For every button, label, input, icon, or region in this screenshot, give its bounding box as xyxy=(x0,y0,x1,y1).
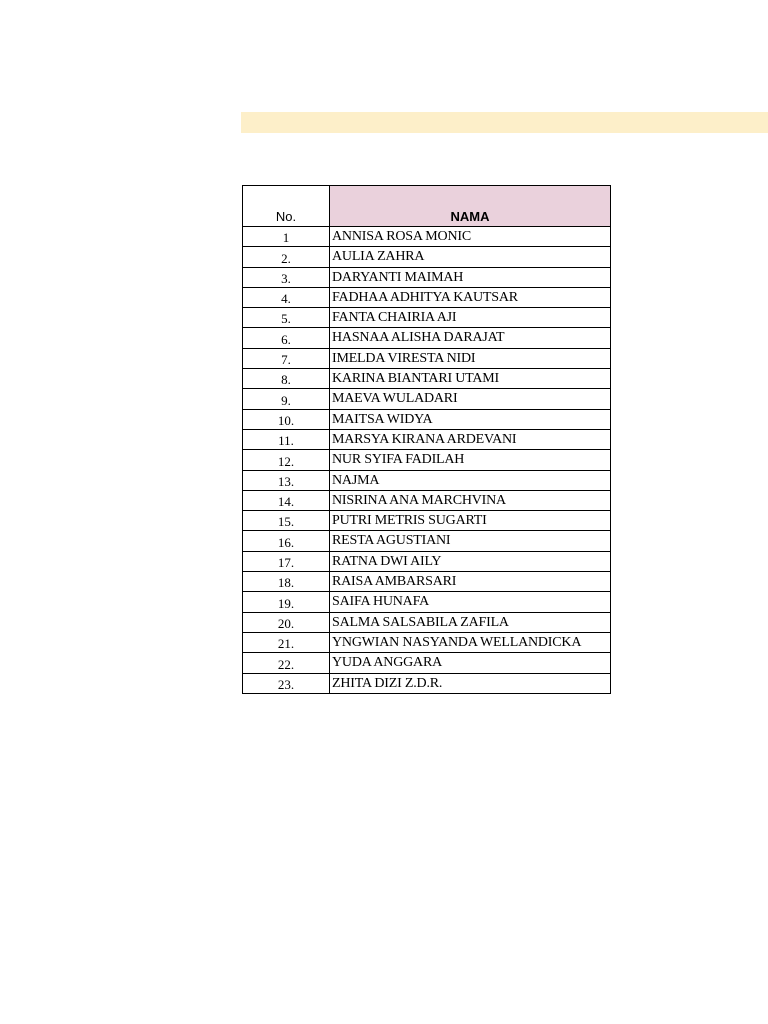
row-number: 1 xyxy=(243,227,330,247)
row-name: MAITSA WIDYA xyxy=(330,409,611,429)
table-row xyxy=(243,470,611,490)
row-number: 15. xyxy=(243,511,330,531)
row-number: 7. xyxy=(243,348,330,368)
row-name: MARSYA KIRANA ARDEVANI xyxy=(330,429,611,449)
row-name: RAISA AMBARSARI xyxy=(330,572,611,592)
table-row xyxy=(243,389,611,409)
row-name: IMELDA VIRESTA NIDI xyxy=(330,348,611,368)
row-number: 6. xyxy=(243,328,330,348)
row-number: 5. xyxy=(243,308,330,328)
table-row xyxy=(243,227,611,247)
table-row xyxy=(243,511,611,531)
row-number: 13. xyxy=(243,470,330,490)
row-number: 12. xyxy=(243,450,330,470)
table-row xyxy=(243,429,611,449)
row-name: DARYANTI MAIMAH xyxy=(330,267,611,287)
row-number: 4. xyxy=(243,287,330,307)
row-name: YNGWIAN NASYANDA WELLANDICKA xyxy=(330,632,611,652)
row-number: 17. xyxy=(243,551,330,571)
row-number: 20. xyxy=(243,612,330,632)
table-row xyxy=(243,673,611,693)
row-number: 9. xyxy=(243,389,330,409)
row-name: YUDA ANGGARA xyxy=(330,653,611,673)
table-row xyxy=(243,247,611,267)
table-row xyxy=(243,369,611,389)
row-number: 14. xyxy=(243,490,330,510)
table-body xyxy=(243,227,611,694)
row-number: 11. xyxy=(243,429,330,449)
table-row xyxy=(243,409,611,429)
row-name: NAJMA xyxy=(330,470,611,490)
row-name: PUTRI METRIS SUGARTI xyxy=(330,511,611,531)
table-row xyxy=(243,531,611,551)
row-name: SALMA SALSABILA ZAFILA xyxy=(330,612,611,632)
row-name: SAIFA HUNAFA xyxy=(330,592,611,612)
table-header-row xyxy=(243,186,611,227)
highlight-bar xyxy=(241,112,768,133)
table-row xyxy=(243,632,611,652)
row-number: 23. xyxy=(243,673,330,693)
table-row xyxy=(243,572,611,592)
row-name: ANNISA ROSA MONIC xyxy=(330,227,611,247)
table-row xyxy=(243,551,611,571)
row-name: AULIA ZAHRA xyxy=(330,247,611,267)
row-number: 8. xyxy=(243,369,330,389)
table-row xyxy=(243,348,611,368)
row-number: 10. xyxy=(243,409,330,429)
header-nama: NAMA xyxy=(330,186,611,227)
row-name: NUR SYIFA FADILAH xyxy=(330,450,611,470)
student-roster-table xyxy=(242,185,611,694)
row-number: 22. xyxy=(243,653,330,673)
row-name: MAEVA WULADARI xyxy=(330,389,611,409)
table-row xyxy=(243,450,611,470)
row-number: 3. xyxy=(243,267,330,287)
table-row xyxy=(243,308,611,328)
table-row xyxy=(243,287,611,307)
table-row xyxy=(243,653,611,673)
row-name: FANTA CHAIRIA AJI xyxy=(330,308,611,328)
row-number: 16. xyxy=(243,531,330,551)
row-number: 18. xyxy=(243,572,330,592)
row-name: FADHAA ADHITYA KAUTSAR xyxy=(330,287,611,307)
header-no: No. xyxy=(243,186,330,227)
table-row xyxy=(243,328,611,348)
row-name: ZHITA DIZI Z.D.R. xyxy=(330,673,611,693)
row-number: 19. xyxy=(243,592,330,612)
row-name: NISRINA ANA MARCHVINA xyxy=(330,490,611,510)
row-name: HASNAA ALISHA DARAJAT xyxy=(330,328,611,348)
row-name: RESTA AGUSTIANI xyxy=(330,531,611,551)
row-name: RATNA DWI AILY xyxy=(330,551,611,571)
table-row xyxy=(243,612,611,632)
table-row xyxy=(243,490,611,510)
table-row xyxy=(243,267,611,287)
row-number: 2. xyxy=(243,247,330,267)
row-name: KARINA BIANTARI UTAMI xyxy=(330,369,611,389)
table-row xyxy=(243,592,611,612)
row-number: 21. xyxy=(243,632,330,652)
